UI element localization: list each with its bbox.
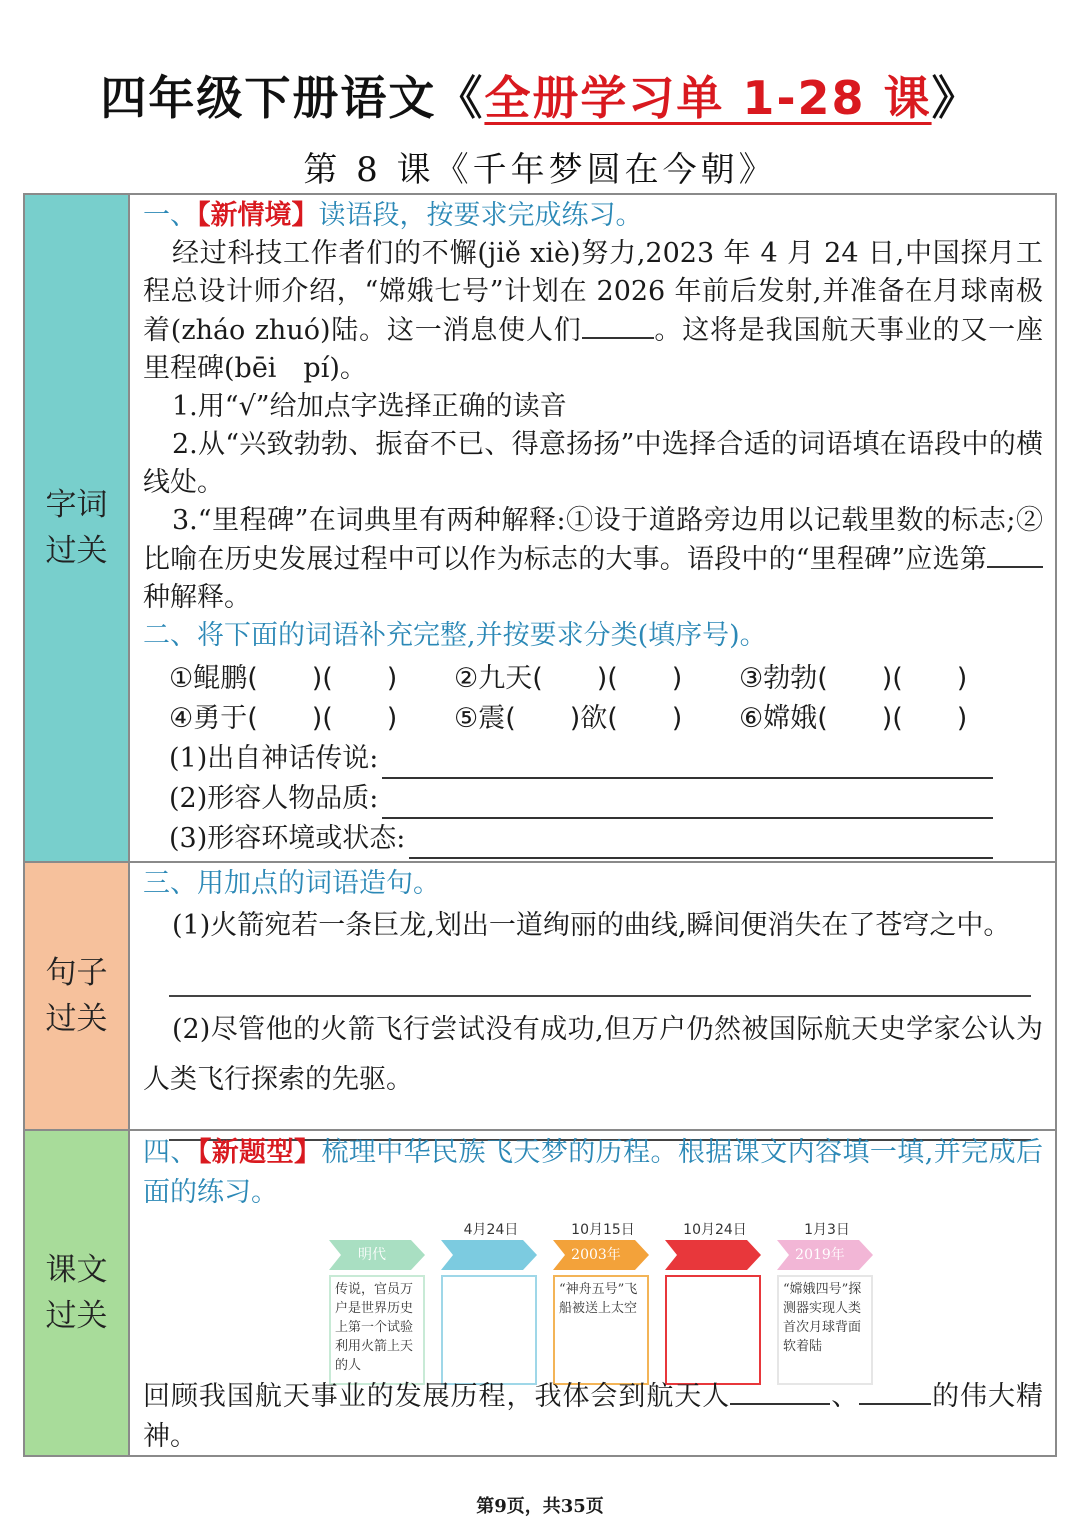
sentence-1-answer-line[interactable]	[169, 945, 1031, 997]
word-completion-grid	[143, 659, 1043, 739]
word-item[interactable]: ①鲲鹏( )( )	[169, 663, 398, 694]
question-3: 3.“里程碑”在词典里有两种解释:①设于道路旁边用以记载里数的标志;②比喻在历史发展过程中可以作为标志的大事。语段中的“里程碑”应选第种解释。	[143, 505, 1043, 613]
timeline-arrow: 明代	[329, 1240, 425, 1270]
title-suffix: 》	[931, 71, 980, 125]
side-label-vocabulary: 字词 过关	[25, 195, 130, 861]
timeline-date: 1月3日	[804, 1222, 850, 1238]
word-item[interactable]: ②九天( )( )	[454, 663, 683, 694]
word-item[interactable]: ④勇于( )( )	[169, 703, 398, 734]
timeline-date: 10月24日	[683, 1222, 747, 1238]
spaceflight-timeline	[329, 1211, 889, 1387]
category-2: (2)形容人物品质:	[143, 779, 1043, 819]
sentence-1: (1)火箭宛若一条巨龙,划出一道绚丽的曲线,瞬间便消失在了苍穹之中。	[172, 910, 1011, 941]
timeline-arrow: 2019年	[777, 1240, 873, 1270]
blank-q3[interactable]	[987, 540, 1043, 568]
section-vocabulary	[25, 195, 1055, 863]
timeline-arrow	[441, 1240, 537, 1270]
section-text	[25, 1131, 1055, 1455]
text-content	[143, 1131, 1043, 1455]
timeline-date: 4月24日	[463, 1222, 519, 1238]
answer-line[interactable]	[382, 789, 993, 819]
word-item[interactable]: ⑤震( )欲( )	[454, 703, 683, 734]
reflection-question: 回顾我国航天事业的发展历程，我体会到航天人 、 的伟大精神。	[143, 1377, 1043, 1457]
blank-spirit-2[interactable]	[859, 1377, 931, 1405]
section4-heading: 四、【新题型】梳理中华民族飞天梦的历程。根据课文内容填一填,并完成后面的练习。	[143, 1137, 1043, 1208]
timeline-arrow	[665, 1240, 761, 1270]
blank-passage[interactable]	[582, 311, 654, 339]
page-title	[0, 62, 1080, 128]
timeline-box-blank[interactable]	[441, 1275, 537, 1385]
timeline-arrow: 2003年	[553, 1240, 649, 1270]
vocabulary-content	[143, 195, 1043, 861]
section1-heading: 一、【新情境】读语段，按要求完成练习。	[143, 200, 643, 231]
timeline-date: 10月15日	[571, 1222, 635, 1238]
timeline-box: “神舟五号”飞船被送上太空	[553, 1275, 649, 1385]
side-label-sentences: 句子 过关	[25, 863, 130, 1129]
title-prefix: 四年级下册语文《	[100, 71, 485, 125]
section-sentences	[25, 863, 1055, 1131]
title-highlight: 全册学习单 1-28 课	[484, 71, 932, 125]
answer-line[interactable]	[409, 829, 993, 859]
sentences-content	[143, 863, 1043, 1129]
category-3: (3)形容环境或状态:	[143, 819, 1043, 859]
worksheet-table	[23, 193, 1057, 1457]
category-1: (1)出自神话传说:	[143, 739, 1043, 779]
word-item[interactable]: ⑥嫦娥( )( )	[739, 703, 968, 734]
sentence-2: (2)尽管他的火箭飞行尝试没有成功,但万户仍然被国际航天史学家公认为人类飞行探索的先驱。	[143, 1014, 1043, 1095]
lesson-title: 第 8 课《千年梦圆在今朝》	[303, 150, 777, 190]
timeline-box: “嫦娥四号”探测器实现人类首次月球背面软着陆	[777, 1275, 873, 1385]
passage: 经过科技工作者们的不懈(jiě xiè)努力,2023 年 4 月 24 日,中国探月工程总设计师介绍，“嫦娥七号”计划在 2026 年前后发射,并准备在月球南极着(zháo zhuó)陆。这一消息使人们 。这将是我国航天事业的又一座里程碑(bēi pí)。	[143, 238, 1043, 384]
section2-heading: 二、将下面的词语补充完整,并按要求分类(填序号)。	[143, 620, 767, 651]
section3-heading: 三、用加点的词语造句。	[143, 868, 440, 899]
blank-spirit-1[interactable]	[730, 1377, 830, 1405]
question-1: 1.用“√”给加点字选择正确的读音	[172, 391, 567, 422]
side-label-text: 课文 过关	[25, 1131, 130, 1455]
timeline-box-blank[interactable]	[665, 1275, 761, 1385]
word-item[interactable]: ③勃勃( )( )	[739, 663, 968, 694]
answer-line[interactable]	[382, 749, 993, 779]
question-2: 2.从“兴致勃勃、振奋不已、得意扬扬”中选择合适的词语填在语段中的横线处。	[143, 429, 1043, 498]
timeline-box: 传说，官员万户是世界历史上第一个试验利用火箭上天的人	[329, 1275, 425, 1385]
page-number: 第9页，共35页	[476, 1496, 604, 1517]
